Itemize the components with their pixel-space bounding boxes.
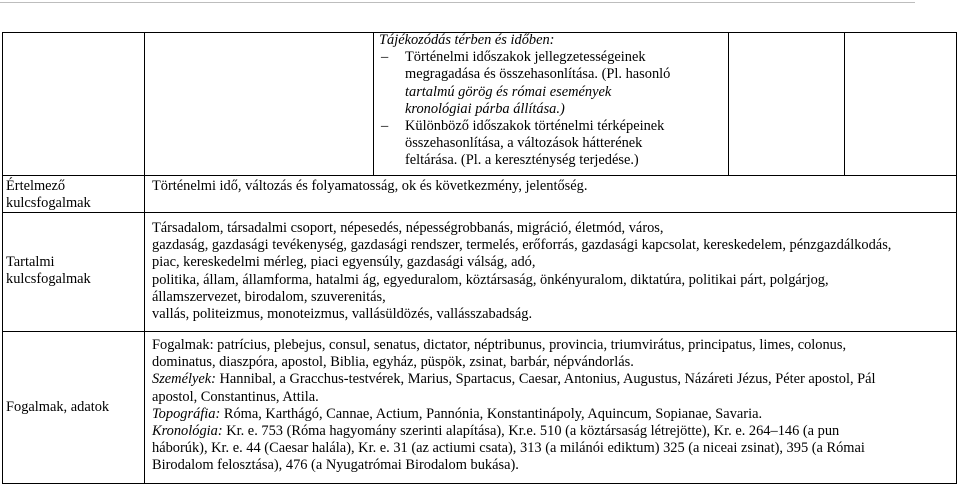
top-rule [0,2,915,3]
fogalmak-term: Fogalmak [152,337,210,353]
fogalmak-cont: dominatus, diaszpóra, apostol, Biblia, egyház, püspök, zsinat, barbár, népvándorlás. [152,354,634,371]
dash-bullet: – [381,118,389,135]
tartalmi-line-1: gazdaság, gazdasági tevékenység, gazdasági rendszer, termelés, erőforrás, gazdasági kapcsolat, kereskedelem, pénzgazdálkodás, [152,237,892,254]
orientation-block [379,32,719,170]
tartalmi-content [152,220,952,323]
topografia-term: Topográfia: [152,405,221,422]
fogalmak-line [152,337,952,354]
kronologia-cont-1: háborúk), Kr. e. 44 (Caesar halála), Kr. e. 31 (az actiumi csata), 313 (a milánói ediktum) 325 (a niceai zsinat), 395 (a Római [152,440,865,457]
kronologia-term: Kronológia: [152,423,223,440]
row-separator-1 [2,175,957,176]
table-border-left [2,32,3,484]
item2-line-0: Különböző időszakok történelmi térképeinek [405,118,665,135]
item2-line-1: összehasonlítása, a változások hátterének [405,135,643,152]
tartalmi-label-line-1: kulcsfogalmak [6,271,91,288]
ertelmezo-label-line-0: Értelmező [6,178,66,194]
grid-line-b [728,32,729,175]
topografia-line [152,406,952,423]
szemelyek-cont: apostol, Constantinus, Attila. [152,388,319,405]
orientation-heading: Tájékozódás térben és időben: [379,32,555,48]
item1-line-2: tartalmú görög és római események [405,83,612,100]
curriculum-table [2,32,957,484]
item1-line-0: Történelmi időszakok jellegzetességeinek [405,49,646,66]
column-divider [144,32,145,484]
ertelmezo-label-line-1: kulcsfogalmak [6,195,91,212]
item1-line-3: kronológiai párba állítása.) [405,100,565,117]
kronologia-cont-2: Birodalom felosztása), 476 (a Nyugatrómai Birodalom bukása). [152,457,519,474]
item2-line-2: feltárása. (Pl. a kereszténység terjedése.) [405,152,639,169]
row-separator-3 [2,331,957,332]
tartalmi-label-line-0: Tartalmi [6,254,55,270]
grid-line-c [844,32,845,175]
fogalmak-content [152,337,952,475]
ertelmezo-content: Történelmi idő, változás és folyamatosság, ok és következmény, jelentőség. [152,178,588,194]
tartalmi-line-2: piac, kereskedelmi mérleg, piaci egyensúly, gazdasági válság, adó, [152,254,536,271]
szemelyek-list: Hannibal, a Gracchus-testvérek, Marius, Spartacus, Caesar, Antonius, Augustus, Názáreti Jézus, Péter apostol, Pál [215,371,876,388]
topografia-list: Róma, Karthágó, Cannae, Actium, Pannónia, Konstantinápoly, Aquincum, Sopianae, Savaria. [220,405,763,422]
szemelyek-term: Személyek: [152,371,216,388]
tartalmi-line-0: Társadalom, társadalmi csoport, népesedés, népességrobbanás, migráció, életmód, város, [152,220,664,236]
kronologia-line [152,423,952,440]
row-separator-2 [2,212,957,213]
ertelmezo-label [6,178,142,212]
fogalmak-label: Fogalmak, adatok [6,399,110,415]
szemelyek-line [152,371,952,388]
orientation-item-1 [379,49,719,118]
tartalmi-label [6,254,142,288]
tartalmi-line-4: államszervezet, birodalom, szuverenitás, [152,288,386,305]
kronologia-list: Kr. e. 753 (Róma hagyomány szerinti alapítása), Kr.e. 510 (a köztársaság létrejötte), Kr. e. 264–146 (a pun [222,423,840,440]
table-border-right [956,32,957,484]
item1-line-1: megragadása és összehasonlítása. (Pl. hasonló [405,66,671,83]
tartalmi-line-5: vallás, politeizmus, monoteizmus, vallásüldözés, vallásszabadság. [152,306,533,323]
dash-bullet: – [381,49,389,66]
grid-line-a [373,32,374,175]
fogalmak-list: : patrícius, plebejus, consul, senatus, dictator, néptribunus, provincia, triumvirátus, principatus, limes, colonus, [209,337,847,353]
orientation-item-2 [379,118,719,170]
tartalmi-line-3: politika, állam, államforma, hatalmi ág, egyeduralom, köztársaság, önkényuralom, diktatúra, politikai párt, polgárjog, [152,271,829,288]
